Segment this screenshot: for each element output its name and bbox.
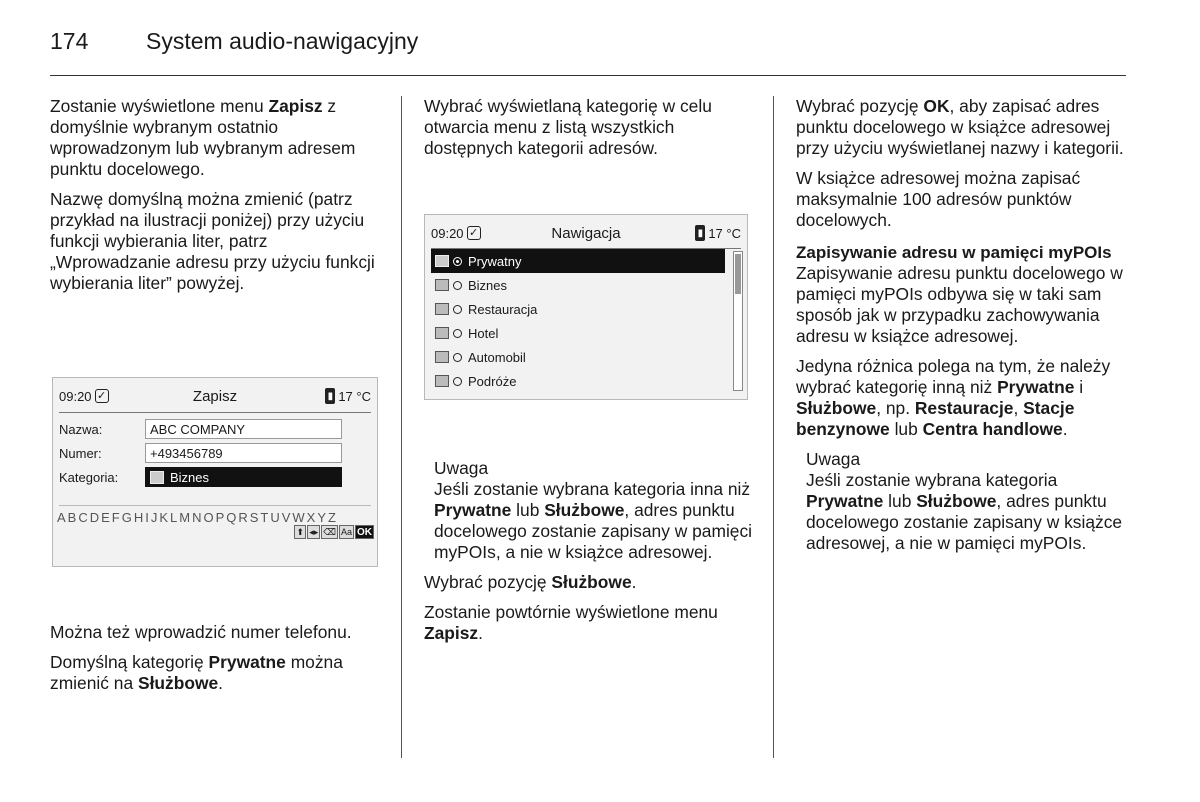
note-box bbox=[424, 458, 759, 563]
hotel-icon bbox=[435, 327, 449, 339]
case-key[interactable]: Aa bbox=[340, 527, 352, 537]
category-list bbox=[431, 249, 725, 393]
check-icon: ✓ bbox=[95, 389, 109, 403]
backspace-key[interactable]: ⌫ bbox=[321, 525, 338, 539]
time-label: 09:20 bbox=[59, 388, 92, 404]
radio-icon bbox=[453, 377, 462, 386]
category-field[interactable]: Biznes bbox=[145, 467, 342, 487]
paragraph: W książce adresowej można zapisać maksymalnie 100 adresów punktów docelowych. bbox=[796, 168, 1081, 230]
header-divider bbox=[50, 75, 1126, 76]
note-box bbox=[796, 449, 1131, 554]
column-divider-2 bbox=[773, 96, 774, 758]
column-divider-1 bbox=[401, 96, 402, 758]
time-label: 09:20 bbox=[431, 225, 464, 241]
chapter-title: System audio-nawigacyjny bbox=[146, 28, 419, 54]
page-header bbox=[50, 28, 418, 58]
list-item[interactable]: Automobil bbox=[431, 345, 725, 369]
list-item[interactable]: Biznes bbox=[431, 273, 725, 297]
keypad-controls bbox=[53, 525, 377, 539]
number-field[interactable]: +493456789 bbox=[145, 443, 342, 463]
paragraph: Można też wprowadzić numer telefonu. bbox=[50, 622, 352, 642]
note-text: Jeśli zostanie wybrana kategoria Prywatne lub Służbowe, adres punktu docelowego zostanie zapisany w książce adresowej, a nie w pamięci myPOIs. bbox=[806, 470, 1123, 553]
column-1-bottom bbox=[50, 622, 385, 703]
paragraph: Zostanie powtórnie wyświetlone menu Zapisz. bbox=[424, 602, 718, 643]
screenshot-zapisz bbox=[52, 377, 378, 567]
screen-topbar bbox=[425, 221, 747, 245]
list-item[interactable]: Restauracja bbox=[431, 297, 725, 321]
paragraph: Wybrać pozycję Służbowe. bbox=[424, 572, 637, 592]
thermometer-icon: ▮ bbox=[325, 388, 335, 404]
radio-icon bbox=[453, 281, 462, 290]
column-3 bbox=[796, 96, 1131, 554]
field-label: Numer: bbox=[59, 445, 102, 461]
paragraph: Domyślną kategorię Prywatne można zmienić na Służbowe. bbox=[50, 652, 343, 693]
section-heading: Zapisywanie adresu w pamięci myPOIs bbox=[796, 243, 1112, 262]
paragraph: Nazwę domyślną można zmienić (patrz przykład na ilustracji poniżej) przy użyciu funkcji wybierania liter, patrz „Wprowadzanie adresu przy użyciu funkcji wybierania liter” powyżej. bbox=[50, 189, 375, 293]
screen-title: Nawigacja bbox=[551, 224, 621, 242]
ok-key[interactable]: OK bbox=[357, 526, 372, 538]
temperature-label: 17 °C bbox=[708, 225, 741, 241]
form-row-number bbox=[53, 441, 377, 465]
car-icon bbox=[435, 351, 449, 363]
cursor-keys[interactable]: ◂▸ bbox=[307, 525, 320, 539]
radio-icon bbox=[453, 305, 462, 314]
shift-key[interactable]: ⬆ bbox=[294, 525, 306, 539]
column-1 bbox=[50, 96, 385, 303]
radio-icon bbox=[453, 329, 462, 338]
column-2 bbox=[424, 96, 759, 168]
radio-icon bbox=[453, 353, 462, 362]
letter-picker[interactable]: ABCDEFGHIJKLMNOPQRSTUVWXYZ bbox=[57, 510, 338, 525]
page-number: 174 bbox=[50, 28, 89, 54]
form-row-name bbox=[53, 417, 377, 441]
restaurant-icon bbox=[435, 303, 449, 315]
business-icon bbox=[150, 471, 164, 484]
column-2-bottom bbox=[424, 458, 759, 653]
list-item[interactable]: Prywatny bbox=[431, 249, 725, 273]
radio-icon bbox=[453, 257, 462, 266]
check-icon: ✓ bbox=[467, 226, 481, 240]
field-label: Kategoria: bbox=[59, 469, 119, 485]
paragraph: Wybrać wyświetlaną kategorię w celu otwarcia menu z listą wszystkich dostępnych kategorii adresów. bbox=[424, 96, 712, 158]
scrollbar[interactable] bbox=[733, 251, 743, 391]
form-row-category bbox=[53, 465, 377, 489]
travel-icon bbox=[435, 375, 449, 387]
note-title: Uwaga bbox=[806, 449, 861, 469]
paragraph: Jedyna różnica polega na tym, że należy wybrać kategorię inną niż Prywatne i Służbowe, np. Restauracje, Stacje benzynowe lub Centra handlowe. bbox=[796, 356, 1111, 439]
screen-title: Zapisz bbox=[192, 387, 238, 405]
field-label: Nazwa: bbox=[59, 421, 103, 437]
home-icon bbox=[435, 255, 449, 267]
thermometer-icon: ▮ bbox=[695, 225, 705, 241]
list-item[interactable]: Hotel bbox=[431, 321, 725, 345]
scroll-thumb[interactable] bbox=[735, 254, 741, 294]
paragraph: Wybrać pozycję OK, aby zapisać adres punktu docelowego w książce adresowej przy użyciu wyświetlanej nazwy i kategorii. bbox=[796, 96, 1124, 158]
screenshot-nawigacja bbox=[424, 214, 748, 400]
screen-topbar bbox=[53, 384, 377, 408]
name-field[interactable]: ABC COMPANY bbox=[145, 419, 342, 439]
business-icon bbox=[435, 279, 449, 291]
paragraph: Zostanie wyświetlone menu Zapisz z domyślnie wybranym ostatnio wprowadzonym lub wybranym adresem punktu docelowego. bbox=[50, 96, 356, 179]
paragraph: Zapisywanie adresu punktu docelowego w pamięci myPOIs odbywa się w taki sam sposób jak w przypadku zachowywania adresu w książce adresowej. bbox=[796, 263, 1123, 346]
list-item[interactable]: Podróże bbox=[431, 369, 725, 393]
note-text: Jeśli zostanie wybrana kategoria inna niż Prywatne lub Służbowe, adres punktu docelowego zostanie zapisany w pamięci myPOIs, a nie w książce adresowej. bbox=[434, 479, 753, 562]
temperature-label: 17 °C bbox=[338, 388, 371, 404]
note-title: Uwaga bbox=[434, 458, 489, 478]
